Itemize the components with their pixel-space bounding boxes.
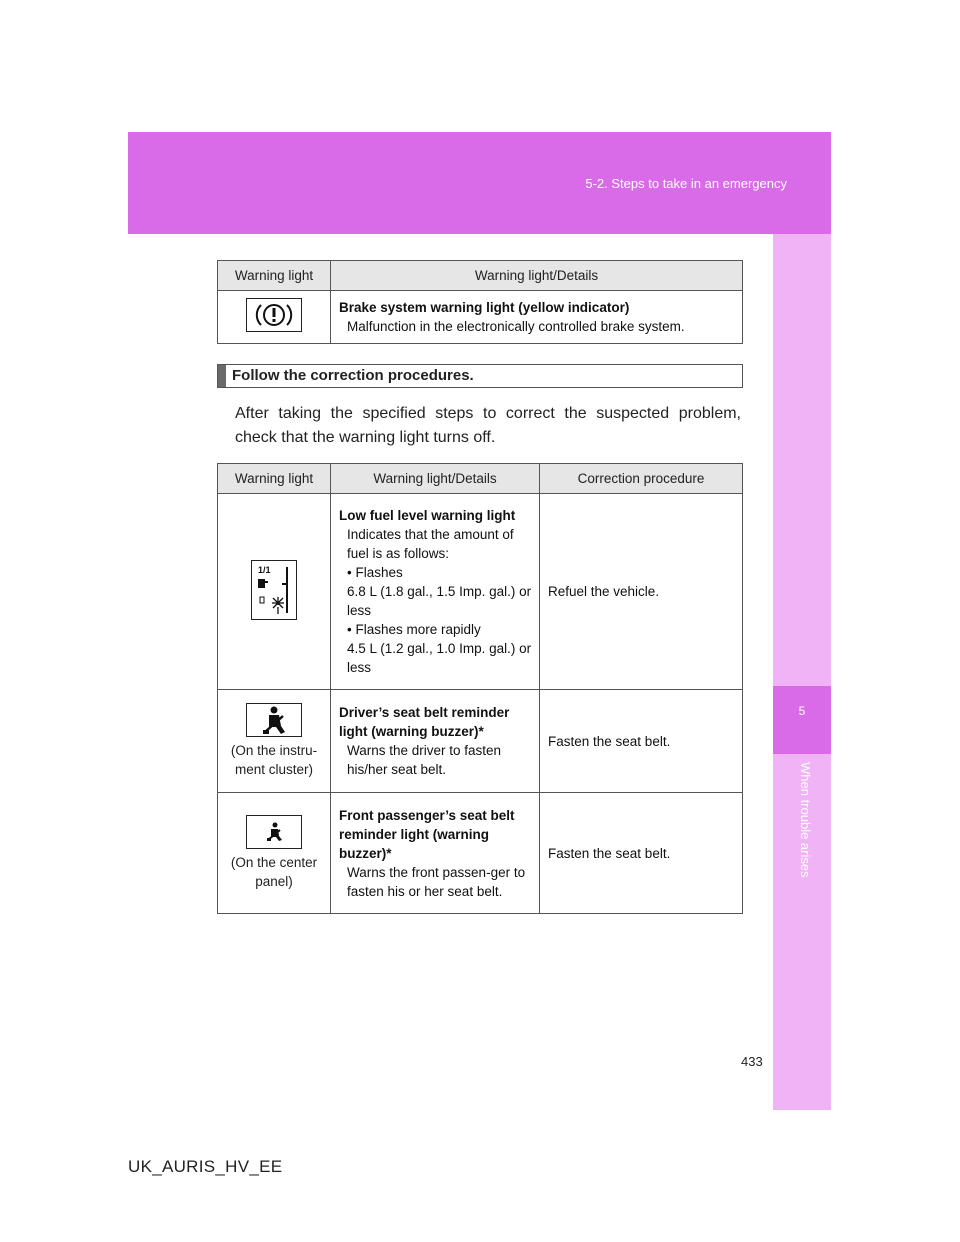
details-cell [331,494,540,690]
section-title: 5-2. Steps to take in an emergency [585,176,787,191]
table-row [218,291,743,344]
chapter-title: When trouble arises [798,762,813,878]
details-cell [331,793,540,914]
page-header [128,132,831,234]
instruction-paragraph: After taking the specified steps to correct the suspected problem, check that the warning light turns off. [235,405,741,446]
details-cell [331,291,743,344]
section-heading [217,364,743,388]
column-header: Warning light [218,464,331,494]
column-header: Warning light/Details [331,464,540,494]
correction-cell: Fasten the seat belt. [540,793,743,914]
table-header-row [218,464,743,494]
warning-detail-line: Warns the driver to fasten his/her seat belt. [347,743,502,777]
heading-text: Follow the correction procedures. [232,367,474,384]
warning-detail-line: • Flashes more rapidly [347,622,481,637]
icon-cell [218,690,331,793]
column-header: Correction procedure [540,464,743,494]
warning-detail-line: 6.8 L (1.8 gal., 1.5 Imp. gal.) or less [347,584,532,618]
icon-caption: (On the instru-ment cluster) [230,743,318,777]
icon-cell [218,793,331,914]
passenger-seatbelt-icon [246,815,302,849]
warning-title: Brake system warning light (yellow indicator) [339,300,630,315]
correction-cell: Refuel the vehicle. [540,494,743,690]
warning-detail-line: 4.5 L (1.2 gal., 1.0 Imp. gal.) or less [347,641,532,675]
correction-procedure-table [217,463,743,914]
table-row [218,793,743,914]
icon-caption: (On the center panel) [230,855,318,889]
fuel-gauge-label: 1/1 [258,564,271,575]
document-footer: UK_AURIS_HV_EE [128,1157,283,1176]
chapter-number: 5 [773,686,831,754]
brake-warning-table [217,260,743,344]
warning-detail-line: Indicates that the amount of fuel is as follows: [347,527,514,561]
chapter-side-tab [773,234,831,1110]
warning-details: Malfunction in the electronically controlled brake system. [347,319,685,334]
heading-bar [218,365,226,387]
details-cell [331,690,540,793]
warning-title: Front passenger’s seat belt reminder light (warning buzzer)* [339,807,515,861]
page-number: 433 [741,1054,763,1069]
warning-detail-line: Warns the front passen-ger to fasten his or her seat belt. [347,864,526,899]
icon-cell [218,291,331,344]
table-row [218,690,743,793]
icon-cell [218,494,331,690]
warning-title: Low fuel level warning light [339,508,516,523]
driver-seatbelt-icon [246,703,302,737]
warning-detail-line: • Flashes [347,565,403,580]
correction-cell: Fasten the seat belt. [540,690,743,793]
low-fuel-warning-icon [251,560,297,620]
warning-title: Driver’s seat belt reminder light (warning buzzer)* [339,705,510,739]
column-header: Warning light [218,261,331,291]
table-header-row [218,261,743,291]
table-row [218,494,743,690]
brake-warning-icon [246,298,302,332]
column-header: Warning light/Details [331,261,743,291]
